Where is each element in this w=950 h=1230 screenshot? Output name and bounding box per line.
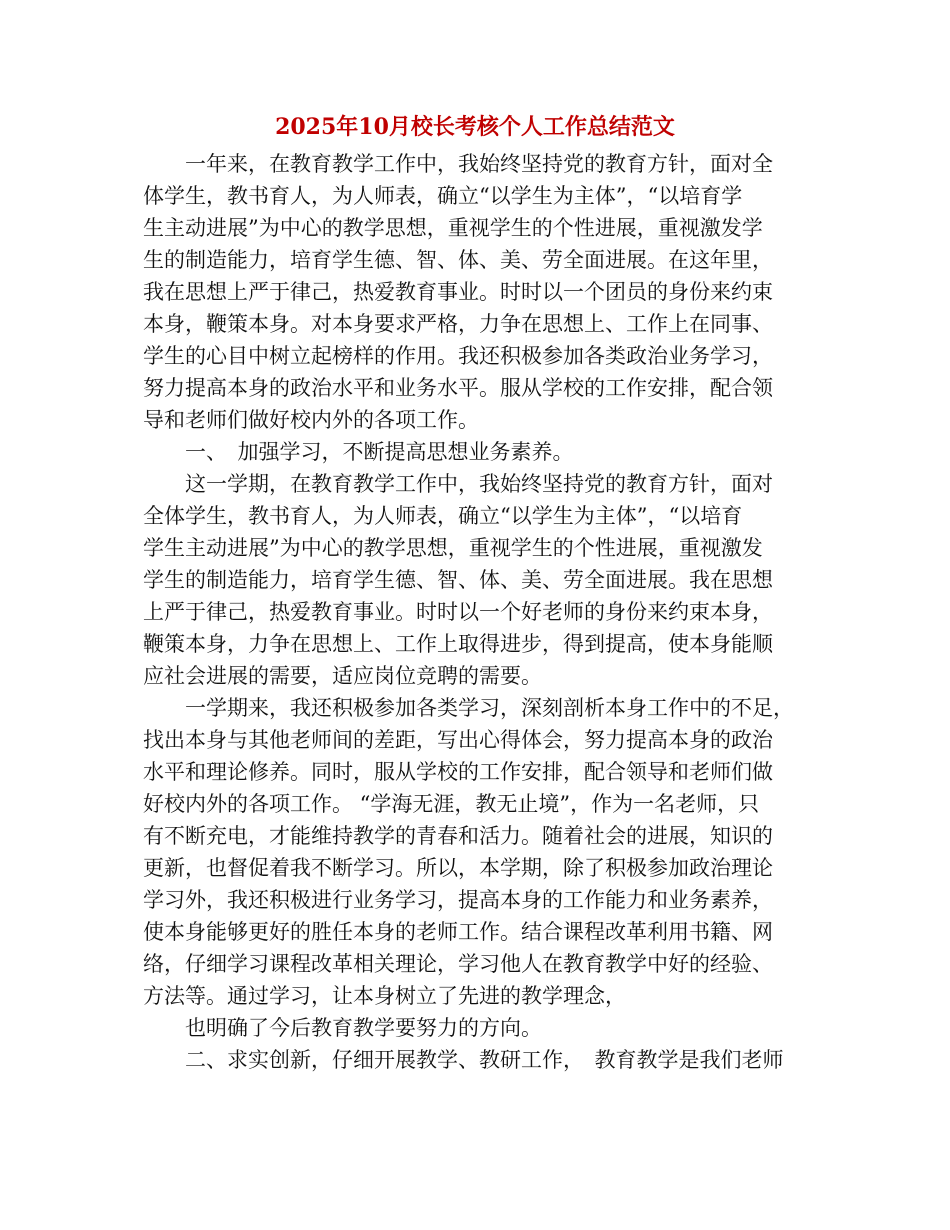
text-line: 努力提高本身的政治水平和业务水平。服从学校的工作安排，配合领 — [143, 376, 773, 400]
text-line: 全体学生，教书育人，为人师表，确立“以学生为主体”，“以培育 — [143, 504, 743, 528]
text-line: 本身，鞭策本身。对本身要求严格，力争在思想上、工作上在同事、 — [143, 312, 773, 336]
text-line: 找出本身与其他老师间的差距，写出心得体会，努力提高本身的政治 — [143, 728, 773, 752]
text-line: 鞭策本身，力争在思想上、工作上取得进步，得到提高，使本身能顺 — [143, 632, 773, 656]
text-line: 络，仔细学习课程改革相关理论，学习他人在教育教学中好的经验、 — [143, 952, 773, 976]
text-line: 生的制造能力，培育学生德、智、体、美、劳全面进展。在这年里， — [143, 248, 773, 272]
text-line: 生主动进展”为中心的教学思想，重视学生的个性进展，重视激发学 — [143, 216, 763, 240]
text-line: 体学生，教书育人，为人师表，确立“以学生为主体”，“以培育学 — [143, 184, 743, 208]
text-line: 上严于律己，热爱教育事业。时时以一个好老师的身份来约束本身， — [143, 600, 773, 624]
text-line: 我在思想上严于律己，热爱教育事业。时时以一个团员的身份来约束 — [143, 280, 773, 304]
text-line: 学习外，我还积极进行业务学习，提高本身的工作能力和业务素养， — [143, 888, 773, 912]
text-line: 更新，也督促着我不断学习。所以，本学期，除了积极参加政治理论 — [143, 856, 773, 880]
text-line: 一学期来，我还积极参加各类学习，深刻剖析本身工作中的不足， — [185, 696, 794, 720]
document-title: 2025年10月校长考核个人工作总结范文 — [275, 114, 675, 140]
text-line: 一年来，在教育教学工作中，我始终坚持党的教育方针，面对全 — [185, 152, 773, 176]
document-body — [143, 148, 803, 1076]
text-line: 应社会进展的需要，适应岗位竞聘的需要。 — [143, 664, 542, 688]
text-line: 有不断充电，才能维持教学的青春和活力。随着社会的进展，知识的 — [143, 824, 773, 848]
text-line: 学生主动进展”为中心的教学思想，重视学生的个性进展，重视激发 — [143, 536, 763, 560]
text-line: 好校内外的各项工作。 “学海无涯，教无止境”，作为一名老师，只 — [143, 792, 760, 816]
text-line: 方法等。通过学习，让本身树立了先进的教学理念， — [143, 984, 626, 1008]
text-line: 使本身能够更好的胜任本身的老师工作。结合课程改革利用书籍、网 — [143, 920, 773, 944]
text-line: 学生的制造能力，培育学生德、智、体、美、劳全面进展。我在思想 — [143, 568, 773, 592]
text-line: 学生的心目中树立起榜样的作用。我还积极参加各类政治业务学习， — [143, 344, 773, 368]
text-line: 二、求实创新，仔细开展教学、教研工作， 教育教学是我们老师 — [185, 1048, 784, 1072]
text-line: 一、 加强学习，不断提高思想业务素养。 — [185, 440, 574, 464]
text-line: 导和老师们做好校内外的各项工作。 — [143, 408, 479, 432]
text-line: 这一学期，在教育教学工作中，我始终坚持党的教育方针，面对 — [185, 472, 773, 496]
text-line: 也明确了今后教育教学要努力的方向。 — [185, 1016, 542, 1040]
text-line: 水平和理论修养。同时，服从学校的工作安排，配合领导和老师们做 — [143, 760, 773, 784]
